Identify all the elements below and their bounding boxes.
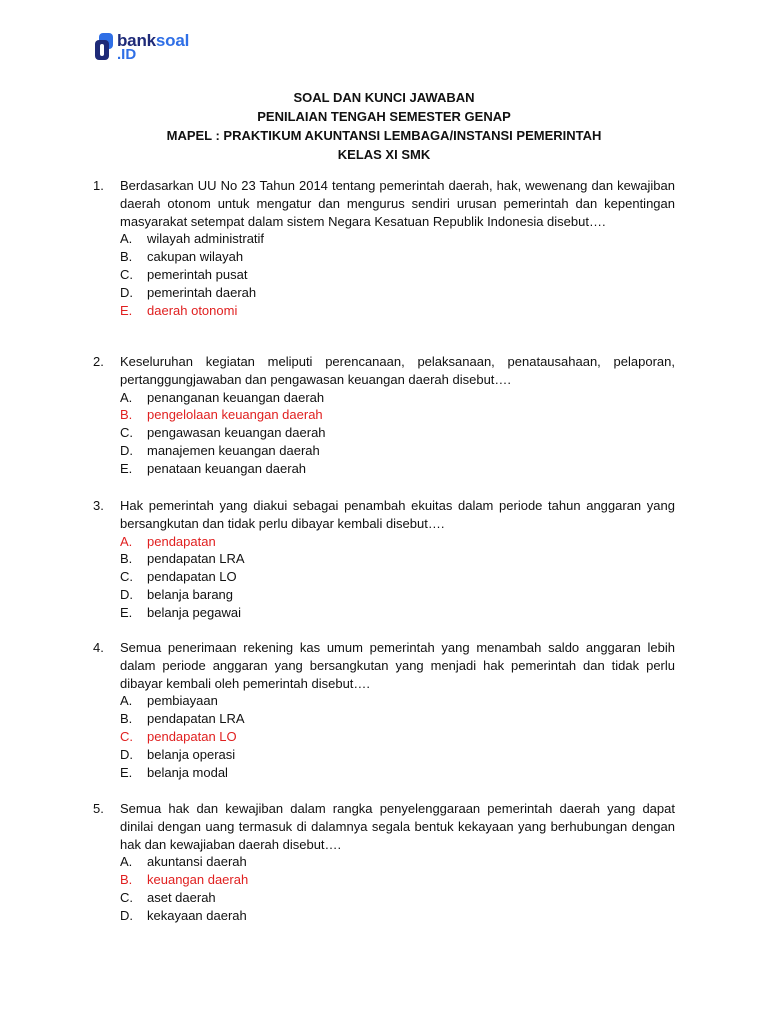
option-text: belanja modal bbox=[147, 764, 228, 780]
option-text: pendapatan LO bbox=[147, 728, 237, 744]
option-letter: C. bbox=[120, 569, 133, 585]
option-text: belanja operasi bbox=[147, 746, 236, 762]
document-header bbox=[0, 88, 768, 164]
option-text: pemerintah daerah bbox=[147, 284, 257, 300]
option-text: daerah otonomi bbox=[147, 302, 238, 318]
option-letter: C. bbox=[120, 728, 133, 744]
option-b bbox=[120, 550, 675, 568]
option-d bbox=[120, 284, 675, 302]
logo-text-bank: bank bbox=[117, 31, 156, 50]
option-letter: C. bbox=[120, 266, 133, 282]
question-text: Keseluruhan kegiatan meliputi perencanaan, pelaksanaan, penatausahaan, pelaporan, pertanggungjawaban dan pengawasan keuangan daerah disebut…. bbox=[120, 354, 675, 387]
option-letter: D. bbox=[120, 907, 133, 923]
logo-text-id: .ID bbox=[117, 46, 137, 63]
option-text: kekayaan daerah bbox=[147, 907, 247, 923]
header-title: SOAL DAN KUNCI JAWABAN bbox=[293, 90, 475, 105]
option-text: pemerintah pusat bbox=[147, 266, 248, 282]
option-list bbox=[120, 692, 675, 781]
option-letter: E. bbox=[120, 764, 133, 780]
option-b bbox=[120, 710, 675, 728]
option-letter: E. bbox=[120, 604, 133, 620]
option-c bbox=[120, 266, 675, 284]
option-list bbox=[120, 533, 675, 622]
option-text: aset daerah bbox=[147, 889, 216, 905]
option-b-correct-answer bbox=[120, 406, 675, 424]
header-exam: PENILAIAN TENGAH SEMESTER GENAP bbox=[257, 109, 511, 124]
option-c bbox=[120, 568, 675, 586]
option-letter: A. bbox=[120, 854, 133, 870]
question-number: 1. bbox=[93, 178, 104, 193]
option-letter: D. bbox=[120, 442, 133, 458]
option-letter: B. bbox=[120, 551, 133, 567]
option-c bbox=[120, 424, 675, 442]
header-subject: MAPEL : PRAKTIKUM AKUNTANSI LEMBAGA/INSTANSI PEMERINTAH bbox=[166, 128, 602, 143]
option-text: pembiayaan bbox=[147, 693, 218, 709]
option-text: pendapatan bbox=[147, 533, 216, 549]
option-text: pengelolaan keuangan daerah bbox=[147, 407, 323, 423]
option-letter: D. bbox=[120, 284, 133, 300]
option-text: keuangan daerah bbox=[147, 872, 249, 888]
option-a bbox=[120, 853, 675, 871]
option-text: belanja pegawai bbox=[147, 604, 241, 620]
question-text: Semua penerimaan rekening kas umum pemerintah yang menambah saldo anggaran lebih dalam periode anggaran yang bersangkutan yang menjadi hak pemerintah dan tidak perlu dibayar kembali oleh pemerintah disebut…. bbox=[120, 640, 675, 691]
option-letter: B. bbox=[120, 872, 133, 888]
question-4 bbox=[93, 639, 675, 781]
option-text: penataan keuangan daerah bbox=[147, 460, 307, 476]
option-text: belanja barang bbox=[147, 586, 234, 602]
option-b bbox=[120, 248, 675, 266]
option-letter: D. bbox=[120, 586, 133, 602]
question-2 bbox=[93, 353, 675, 478]
option-c bbox=[120, 889, 675, 907]
option-list bbox=[120, 389, 675, 478]
option-c-correct-answer bbox=[120, 728, 675, 746]
option-a bbox=[120, 389, 675, 407]
option-a-correct-answer bbox=[120, 533, 675, 551]
question-number: 2. bbox=[93, 354, 104, 369]
option-e-correct-answer bbox=[120, 302, 675, 320]
option-text: pendapatan LRA bbox=[147, 551, 245, 567]
question-text: Semua hak dan kewajiban dalam rangka penyelenggaraan pemerintah daerah yang dapat dinilai dengan uang termasuk di dalamnya segala bentuk kekayaan yang berhubungan dengan hak dan kewajiaban daerah disebut…. bbox=[120, 801, 675, 852]
question-number: 3. bbox=[93, 498, 104, 513]
question-text: Hak pemerintah yang diakui sebagai penambah ekuitas dalam periode tahun anggaran yang bersangkutan dan tidak perlu dibayar kembali disebut…. bbox=[120, 498, 675, 531]
option-list bbox=[120, 853, 675, 924]
option-e bbox=[120, 604, 675, 622]
option-letter: D. bbox=[120, 746, 133, 762]
question-1 bbox=[93, 177, 675, 319]
option-text: pendapatan LO bbox=[147, 569, 237, 585]
option-text: wilayah administratif bbox=[147, 231, 265, 247]
question-text: Berdasarkan UU No 23 Tahun 2014 tentang pemerintah daerah, hak, wewenang dan kewajiban daerah otonom untuk mengatur dan mengurus sendiri urusan pemerintah dan kepentingan masyarakat setempat dalam sistem Negara Kesatuan Republik Indonesia disebut…. bbox=[120, 178, 675, 229]
option-letter: A. bbox=[120, 533, 133, 549]
option-letter: C. bbox=[120, 889, 133, 905]
option-e bbox=[120, 764, 675, 782]
option-letter: B. bbox=[120, 407, 133, 423]
option-letter: E. bbox=[120, 302, 133, 318]
option-d bbox=[120, 746, 675, 764]
option-d bbox=[120, 442, 675, 460]
option-d bbox=[120, 907, 675, 925]
option-letter: A. bbox=[120, 389, 133, 405]
option-a bbox=[120, 692, 675, 710]
bank-soal-logo bbox=[95, 32, 215, 64]
option-text: manajemen keuangan daerah bbox=[147, 442, 320, 458]
option-list bbox=[120, 230, 675, 319]
question-3 bbox=[93, 497, 675, 622]
option-a bbox=[120, 230, 675, 248]
option-e bbox=[120, 460, 675, 478]
option-text: akuntansi daerah bbox=[147, 854, 247, 870]
option-letter: B. bbox=[120, 249, 133, 265]
option-letter: E. bbox=[120, 460, 133, 476]
option-letter: A. bbox=[120, 693, 133, 709]
option-text: pendapatan LRA bbox=[147, 711, 245, 727]
option-b-correct-answer bbox=[120, 871, 675, 889]
question-number: 5. bbox=[93, 801, 104, 816]
question-5 bbox=[93, 800, 675, 925]
option-letter: B. bbox=[120, 711, 133, 727]
option-text: penanganan keuangan daerah bbox=[147, 389, 325, 405]
bank-soal-logo-mark bbox=[95, 33, 115, 62]
option-d bbox=[120, 586, 675, 604]
option-text: cakupan wilayah bbox=[147, 249, 244, 265]
option-text: pengawasan keuangan daerah bbox=[147, 425, 326, 441]
logo-text-soal: soal bbox=[155, 31, 190, 50]
header-class: KELAS XI SMK bbox=[337, 147, 431, 162]
question-number: 4. bbox=[93, 640, 104, 655]
option-letter: A. bbox=[120, 231, 133, 247]
option-letter: C. bbox=[120, 425, 133, 441]
